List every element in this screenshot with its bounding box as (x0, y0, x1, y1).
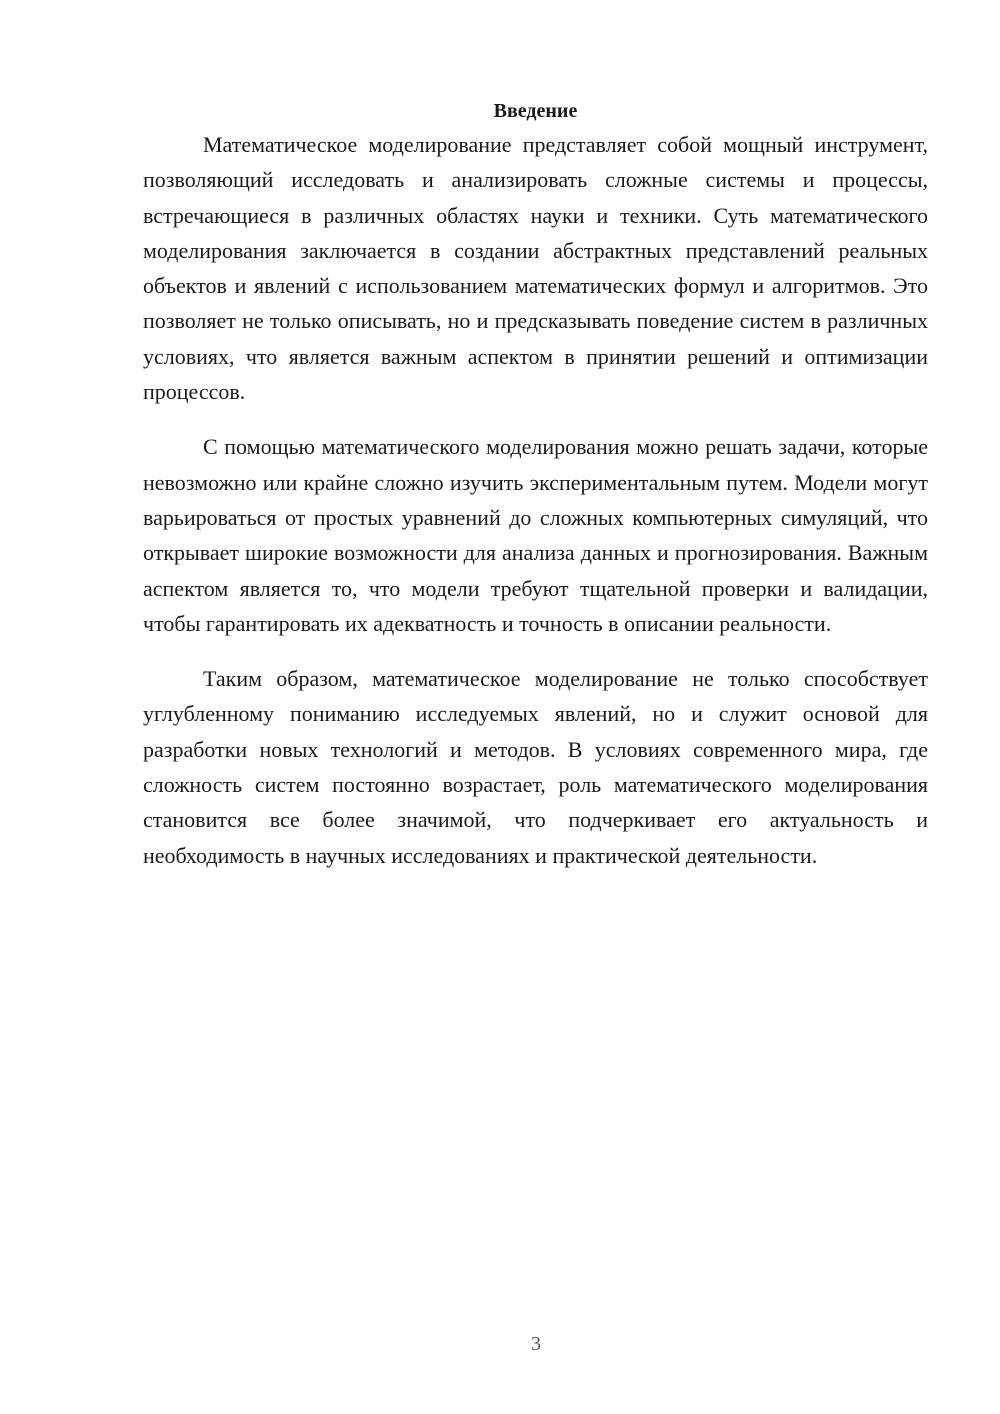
paragraph-1: Математическое моделирование представляет собой мощный инструмент, позволяющий исследовать и анализировать сложные системы и процессы, встречающиеся в различных областях науки и техники. Суть математического моделирования заключается в создании абстрактных представлений реальных объектов и явлений с использованием математических формул и алгоритмов. Это позволяет не только описывать, но и предсказывать поведение систем в различных условиях, что является важным аспектом в принятии решений и оптимизации процессов. (143, 132, 928, 405)
paragraph-3: Таким образом, математическое моделирование не только способствует углубленному пониманию исследуемых явлений, но и служит основой для разработки новых технологий и методов. В условиях современного мира, где сложность систем постоянно возрастает, роль математического моделирования становится все более значимой, что подчеркивает его актуальность и необходимость в научных исследованиях и практической деятельности. (143, 666, 928, 868)
page-content (143, 95, 928, 873)
page-number: 3 (531, 1333, 541, 1355)
paragraph-2: С помощью математического моделирования можно решать задачи, которые невозможно или крайне сложно изучить экспериментальным путем. Модели могут варьироваться от простых уравнений до сложных компьютерных симуляций, что открывает широкие возможности для анализа данных и прогнозирования. Важным аспектом является то, что модели требуют тщательной проверки и валидации, чтобы гарантировать их адекватность и точность в описании реальности. (143, 434, 928, 636)
section-title: Введение (493, 100, 578, 122)
